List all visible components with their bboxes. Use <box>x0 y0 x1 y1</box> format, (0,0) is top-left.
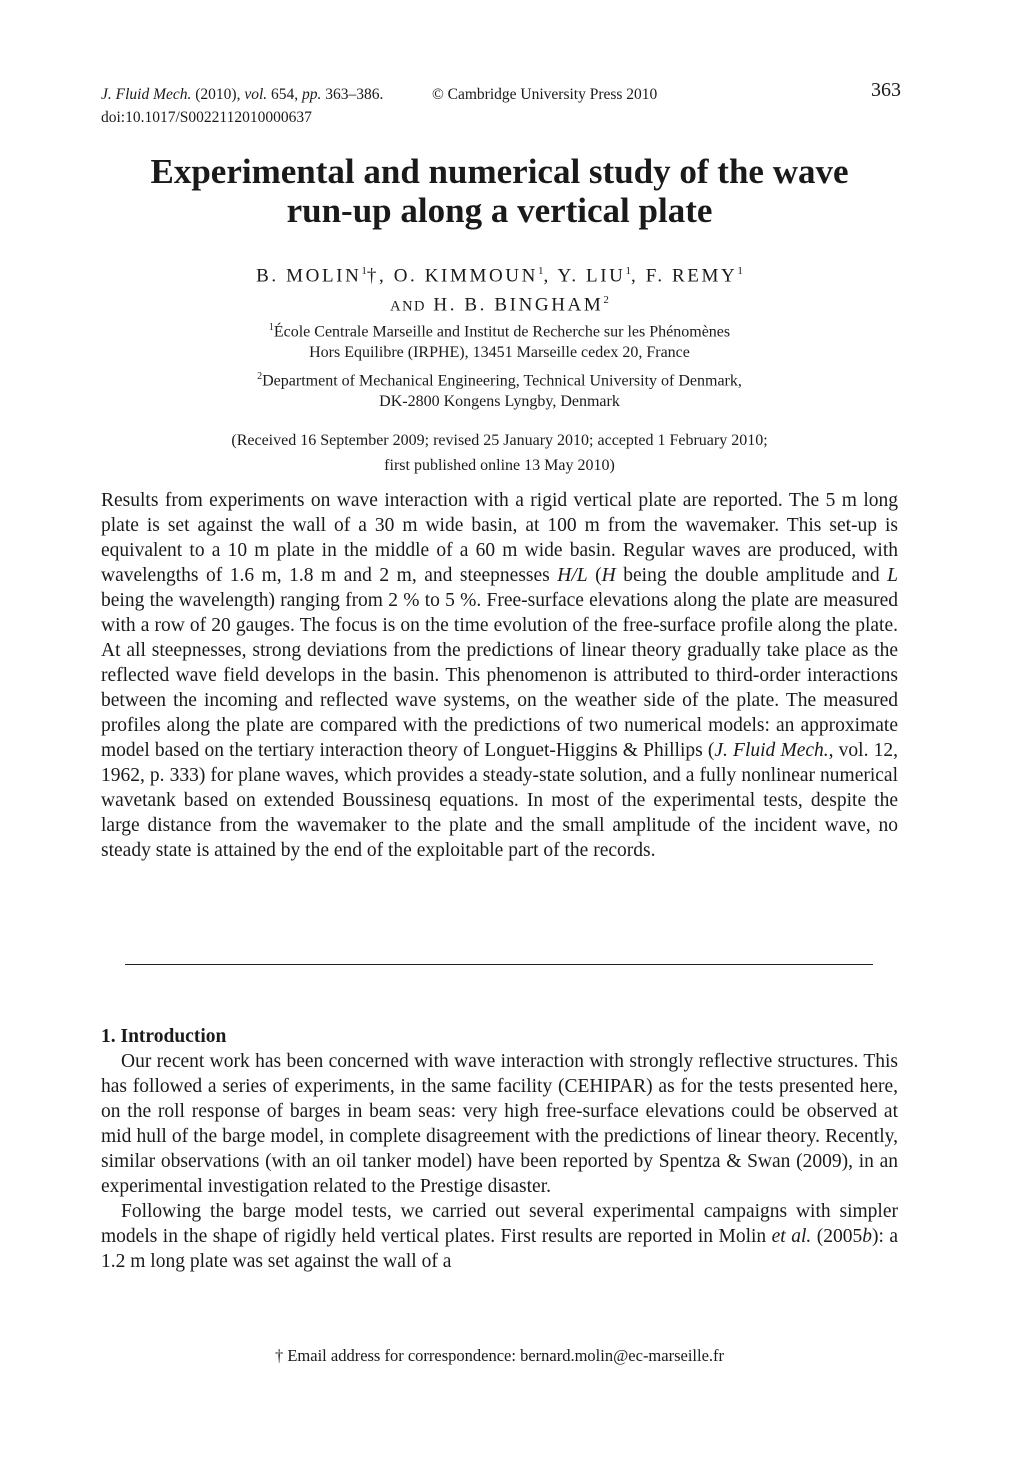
abstract-segment: being the double amplitude and <box>615 565 888 586</box>
affil-marker: 2 <box>603 294 609 307</box>
affiliation-1-line-1 <box>101 317 898 342</box>
affiliation-2 <box>101 366 898 412</box>
intro-paragraph-2 <box>101 1199 898 1274</box>
affil-marker: 1 <box>737 265 743 277</box>
paragraph-segment: ): a 1.2 m long plate was set against the wall of a <box>101 1226 899 1272</box>
running-header <box>101 79 901 129</box>
abstract-segment: , vol. 12, 1962, p. 333) for plane waves, which provides a steady-state solution, and a fully nonlinear numerical wavetank based on extended Boussinesq equations. In most of the experimental tests, despite the large distance from the wavemaker to the plate and the small amplitude of the incident wave, no steady state is attained by the end of the exploitable part of the records. <box>101 740 898 861</box>
abstract-segment: being the wavelength) ranging from 2 % to 5 %. Free-surface elevations along the plate are measured with a row of 20 gauges. The focus is on the time evolution of the free-surface profile along the plate. At all steepnesses, strong deviations from the predictions of linear theory gradually take place as the reflected wave field develops in the basin. This phenomenon is attributed to third-order interactions between the incoming and reflected wave systems, on the weather side of the plate. The measured profiles along the plate are compared with the predictions of two numerical models: an approximate model based on the tertiary interaction theory of Longuet-Higgins & Phillips ( <box>101 590 898 761</box>
abstract <box>101 488 898 863</box>
journal-abbrev: J. Fluid Mech. <box>101 86 192 103</box>
citation-etal: et al. <box>771 1226 812 1247</box>
affiliation-2-text: Department of Mechanical Engineering, Technical University of Denmark, <box>262 372 742 390</box>
paragraph-segment: (2005 <box>811 1226 863 1247</box>
author-liu: Y. LIU <box>557 265 626 287</box>
page-range: 363–386. <box>325 86 384 103</box>
title-line-1: Experimental and numerical study of the wave <box>150 152 849 191</box>
abstract-divider <box>125 964 873 965</box>
received-dates <box>101 428 898 478</box>
author-line-2 <box>101 288 898 318</box>
math-h: H <box>601 565 616 586</box>
abstract-text <box>101 488 898 863</box>
section-heading: 1. Introduction <box>101 1026 227 1047</box>
intro-paragraph-1: Our recent work has been concerned with wave interaction with strongly reflective structures. This has followed a series of experiments, in the same facility (CEHIPAR) as for the tests presented here, on the roll response of barges in beam seas: very high free-surface elevations could be observed at mid hull of the barge model, in complete disagreement with the predictions of linear theory. Recently, similar observations (with an oil tanker model) have been reported by Spentza & Swan (2009), in an experimental investigation related to the Prestige disaster. <box>101 1051 898 1197</box>
affil-marker: 1 <box>537 265 544 277</box>
affil-marker: 2 <box>257 371 263 382</box>
copyright-notice: © Cambridge University Press 2010 <box>432 86 658 103</box>
affiliation-2-line-2: DK-2800 Kongens Lyngby, Denmark <box>379 393 620 411</box>
pages-label: pp. <box>302 86 322 103</box>
doi-link[interactable]: doi:10.1017/S0022112010000637 <box>101 109 312 126</box>
math-steepness: H/L <box>557 565 588 586</box>
section-introduction <box>101 1024 898 1274</box>
author-line-1: B. MOLIN$^1$†, O. KIMMOUN$^1$, Y. LIU$^1$, F. REMY$^1$ <box>256 265 743 287</box>
author-conjunction: AND <box>390 298 427 315</box>
paragraph-segment: Following the barge model tests, we carried out several experimental campaigns with simpler models in the shape of rigidly held vertical plates. First results are reported in Molin <box>101 1201 898 1247</box>
received-line-2: first published online 13 May 2010) <box>384 457 615 474</box>
page-number: 363 <box>871 79 901 101</box>
affiliation-2-line-1 <box>101 366 898 391</box>
journal-year: (2010), <box>195 86 241 103</box>
citation-suffix: b <box>862 1226 872 1247</box>
journal-reference: J. Fluid Mech. <box>714 740 829 761</box>
author-molin: B. MOLIN <box>256 265 362 287</box>
author-list <box>101 259 898 319</box>
volume-label: vol. <box>244 86 268 103</box>
affiliation-1 <box>101 317 898 363</box>
affil-marker: 1 <box>268 322 274 333</box>
abstract-segment: ( <box>587 565 602 586</box>
correspondence-dagger: † <box>366 265 380 287</box>
paper-title <box>101 152 898 230</box>
correspondence-footnote: † Email address for correspondence: bernard.molin@ec-marseille.fr <box>274 1346 725 1365</box>
affiliation-1-line-2: Hors Equilibre (IRPHE), 13451 Marseille cedex 20, France <box>309 344 690 362</box>
title-line-2: run-up along a vertical plate <box>286 191 713 230</box>
author-remy: F. REMY <box>645 265 738 287</box>
volume-number: 654, <box>271 86 299 103</box>
received-line-1: (Received 16 September 2009; revised 25 January 2010; accepted 1 February 2010; <box>231 432 768 449</box>
affiliation-1-text: École Centrale Marseille and Institut de Recherche sur les Phénomènes <box>273 323 731 341</box>
abstract-segment: Results from experiments on wave interaction with a rigid vertical plate are reported. The 5 m long plate is set against the wall of a 30 m wide basin, at 100 m from the wavemaker. This set-up is equivalent to a 10 m plate in the middle of a 60 m wide basin. Regular waves are produced, with wavelengths of 1.6 m, 1.8 m and 2 m, and steepnesses <box>101 490 898 586</box>
author-bingham: H. B. BINGHAM <box>433 294 604 316</box>
affil-marker: 1 <box>361 265 367 277</box>
author-kimmoun: O. KIMMOUN <box>393 265 538 287</box>
math-l: L <box>887 565 899 586</box>
affil-marker: 1 <box>625 265 631 277</box>
